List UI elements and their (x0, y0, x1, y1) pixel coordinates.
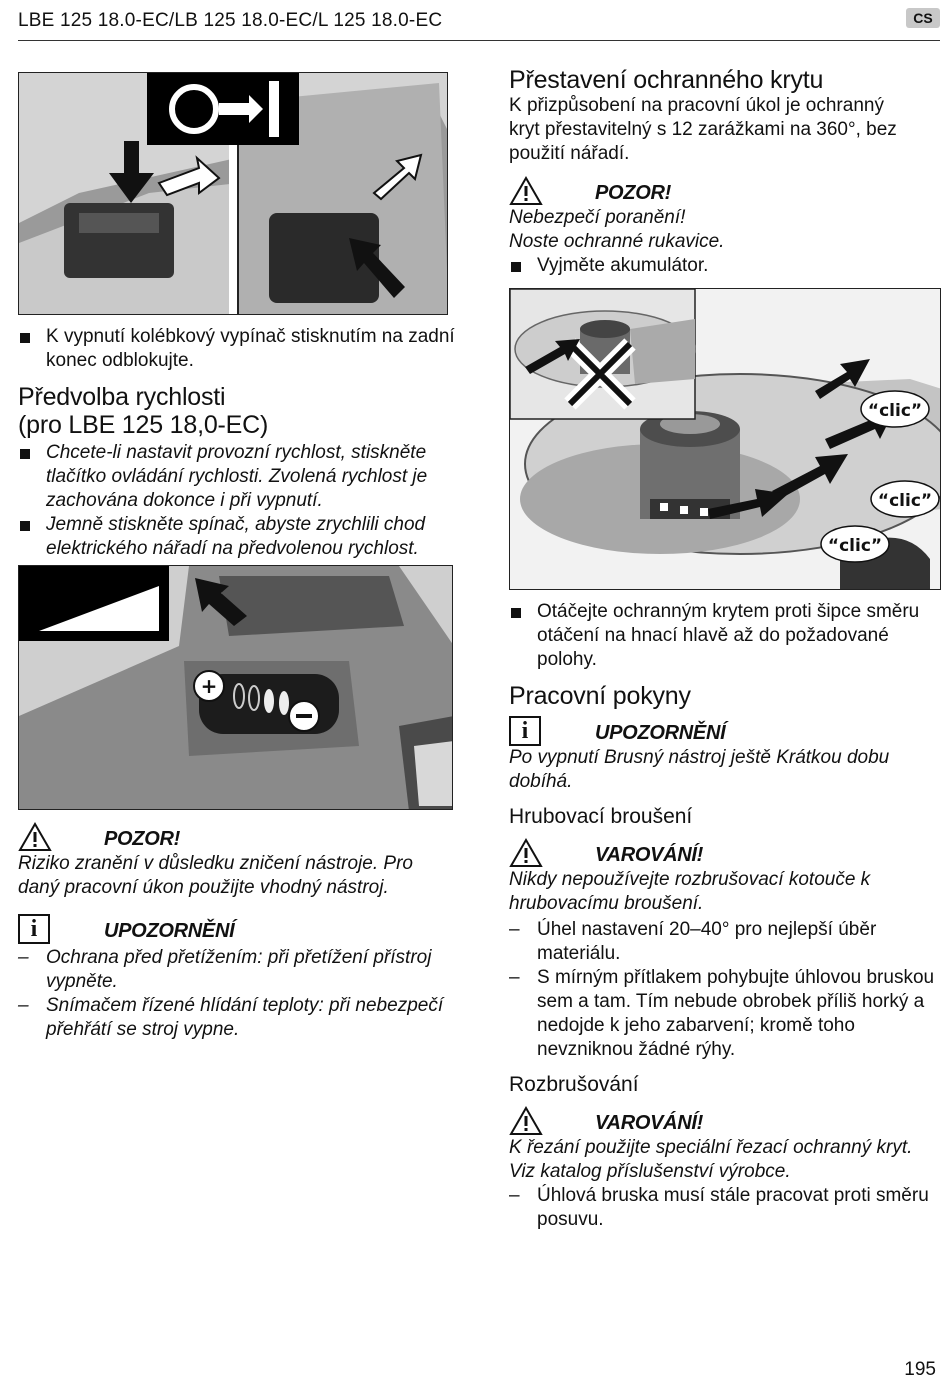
cut-item-1: – Úhlová bruska musí stále pracovat proti směru posuvu. (509, 1185, 929, 1230)
rough-item-1: – Úhel nastavení 20–40° pro nejlepší úběr materiálu. (509, 919, 877, 964)
warning-triangle-icon (509, 176, 543, 206)
caution-label: POZOR! (104, 828, 180, 850)
speed-heading-line1: Předvolba rychlosti (18, 383, 226, 411)
guard-caution-line2: Noste ochranné rukavice. (509, 231, 725, 252)
warning-triangle-icon (509, 838, 543, 868)
notice-label: UPOZORNĚNÍ (104, 920, 235, 942)
work-notice-text: Po vypnutí Brusný nástroj ještě Krátkou dobu dobíhá. (509, 747, 890, 792)
speed-heading-line2: (pro LBE 125 18,0-EC) (18, 411, 269, 439)
right-column (509, 66, 945, 1232)
speed-bullet-2: Jemně stiskněte spínač, abyste zrychlili chod elektrického nářadí na předvolenou rychlost. (18, 513, 458, 561)
rough-warning-label: VAROVÁNÍ! (595, 844, 704, 866)
guard-heading: Přestavení ochranného krytu (509, 66, 824, 94)
guard-caution-row (509, 172, 945, 206)
warning-triangle-icon (509, 1106, 543, 1136)
work-notice-label: UPOZORNĚNÍ (595, 722, 726, 744)
switch-bullet: K vypnutí kolébkový vypínač stisknutím na zadní konec odblokujte. (18, 325, 458, 373)
info-icon: i (18, 914, 50, 944)
rotate-guard-bullet: Otáčejte ochranným krytem proti šipce směru otáčení na hnací hlavě až do požadované polohy. (509, 600, 929, 672)
warning-triangle-icon (18, 822, 52, 852)
remove-battery-bullet: Vyjměte akumulátor. (509, 254, 945, 278)
guard-caution-label: POZOR! (595, 182, 671, 204)
caution-row (18, 818, 458, 852)
guard-text: K přizpůsobení na pracovní úkol je ochranný kryt přestavitelný s 12 zarážkami na 360°, bez použití nářadí. (509, 95, 897, 164)
cut-warning-line1: K řezání použijte speciální řezací ochranný kryt. (509, 1137, 913, 1158)
left-column (18, 72, 458, 1042)
cut-heading: Rozbrušování (509, 1073, 639, 1096)
guard-figure (509, 288, 941, 590)
svg-text:+: + (200, 674, 218, 698)
rough-warning-text: Nikdy nepoužívejte rozbrušovací kotouče k hrubovacímu broušení. (509, 869, 871, 914)
header-divider (18, 40, 940, 41)
language-badge: CS (906, 8, 940, 28)
notice-row (18, 910, 458, 944)
page-number: 195 (904, 1359, 936, 1380)
clic-label-1: “clic” (867, 401, 923, 421)
cut-warning-line2: Viz katalog příslušenství výrobce. (509, 1161, 791, 1182)
rough-warning-row (509, 834, 945, 868)
work-heading: Pracovní pokyny (509, 682, 691, 710)
clic-label-3: “clic” (827, 536, 883, 556)
rough-item-2: – S mírným přítlakem pohybujte úhlovou bruskou sem a tam. Tím nebude obrobek příliš horký a nedojde k jeho zabarvení; kromě toho nevzniknou žádné rýhy. (509, 967, 935, 1060)
speed-bullet-1: Chcete-li nastavit provozní rychlost, stiskněte tlačítko ovládání rychlosti. Zvolená rychlost je zachována dokonce i při vypnutí. (18, 441, 458, 513)
switch-figure (18, 72, 448, 315)
cut-warning-label: VAROVÁNÍ! (595, 1112, 704, 1134)
cut-warning-row (509, 1102, 945, 1136)
notice-item-2: – Snímačem řízené hlídání teploty: při nebezpečí přehřátí se stroj vypne. (18, 995, 444, 1040)
clic-label-2: “clic” (877, 491, 933, 511)
notice-item-1: – Ochrana před přetížením: při přetížení přístroj vypněte. (18, 947, 432, 992)
info-icon: i (509, 716, 541, 746)
caution-text: Riziko zranění v důsledku zničení nástroje. Pro daný pracovní úkon použijte vhodný nástroj. (18, 853, 413, 898)
rough-heading: Hrubovací broušení (509, 805, 693, 828)
guard-caution-line1: Nebezpečí poranění! (509, 207, 686, 228)
work-notice-row (509, 712, 945, 746)
document-title: LBE 125 18.0-EC/LB 125 18.0-EC/L 125 18.0-EC (18, 10, 443, 31)
speed-control-figure (18, 565, 453, 810)
